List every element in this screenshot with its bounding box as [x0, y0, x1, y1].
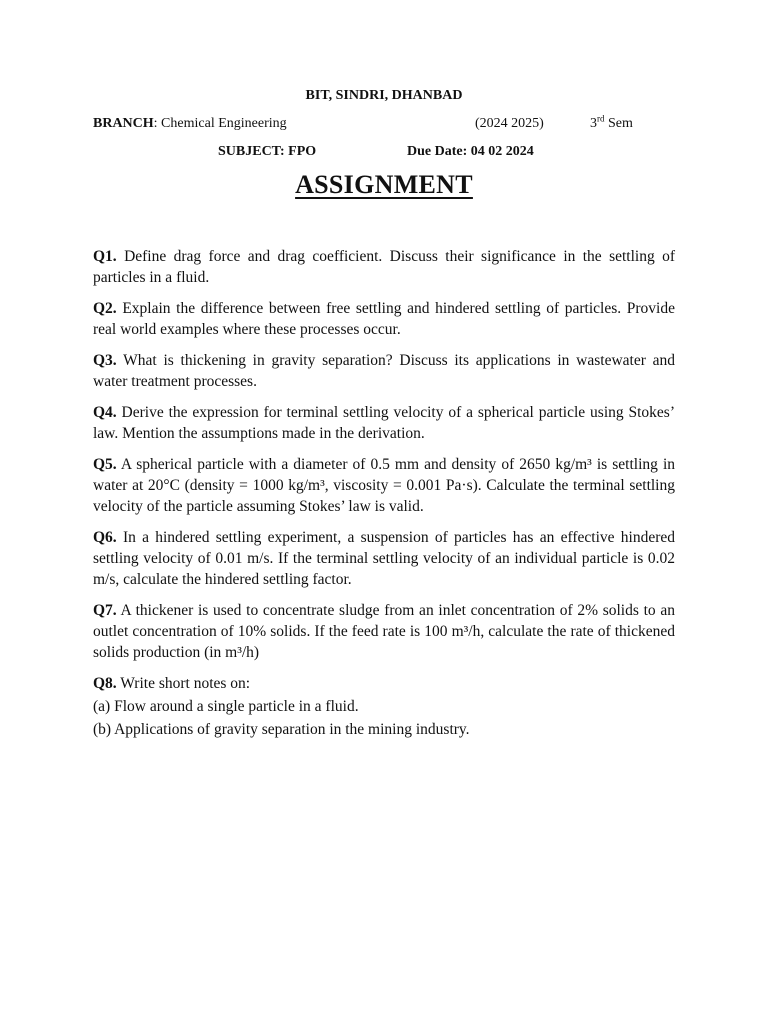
branch-info: [93, 116, 287, 132]
question-label: Q6.: [93, 529, 117, 546]
due-date: Due Date: 04 02 2024: [407, 144, 534, 159]
question-8-item-a: (a) Flow around a single particle in a fluid.: [93, 698, 359, 715]
question-8-item-b: (b) Applications of gravity separation in the mining industry.: [93, 721, 470, 738]
semester-suffix: rd: [597, 113, 605, 124]
question-label: Q4.: [93, 404, 117, 421]
question-text: Define drag force and drag coefficient. Discuss their significance in the settling of particles in a fluid.: [93, 248, 675, 286]
subject-row: [0, 144, 768, 164]
question-1: [93, 246, 675, 288]
question-4: [93, 402, 675, 444]
question-text: What is thickening in gravity separation? Discuss its applications in wastewater and water treatment processes.: [93, 352, 675, 390]
question-list: [93, 246, 675, 740]
question-text: Write short notes on:: [116, 675, 251, 692]
question-5: [93, 454, 675, 517]
question-label: Q3.: [93, 352, 117, 369]
academic-session: (2024 2025): [475, 116, 544, 131]
question-label: Q5.: [93, 456, 117, 473]
question-label: Q2.: [93, 300, 117, 317]
semester-number: 3: [590, 116, 597, 131]
branch-row: [93, 113, 653, 136]
question-8: [93, 673, 675, 694]
branch-value: : Chemical Engineering: [153, 116, 287, 131]
semester-label: Sem: [604, 116, 633, 131]
question-2: [93, 298, 675, 340]
question-text: A thickener is used to concentrate sludge from an inlet concentration of 2% solids to an outlet concentration of 10% solids. If the feed rate is 100 m³/h, calculate the rate of thickened solids production (in m³/h): [93, 602, 675, 661]
page-title: ASSIGNMENT: [295, 170, 473, 199]
subject: SUBJECT: FPO: [218, 144, 317, 159]
question-label: Q8.: [93, 675, 117, 692]
question-3: [93, 350, 675, 392]
institute-name: BIT, SINDRI, DHANBAD: [305, 88, 463, 103]
question-6: [93, 527, 675, 590]
question-label: Q7.: [93, 602, 117, 619]
question-text: A spherical particle with a diameter of 0.5 mm and density of 2650 kg/m³ is settling in water at 20°C (density = 1000 kg/m³, viscosity = 0.001 Pa·s). Calculate the terminal settling velocity of the particle assuming Stokes’ law is valid.: [93, 456, 675, 515]
semester: [590, 113, 633, 132]
question-text: In a hindered settling experiment, a suspension of particles has an effective hindered settling velocity of 0.01 m/s. If the terminal settling velocity of an individual particle is 0.02 m/s, calculate the hindered settling factor.: [93, 529, 675, 588]
question-text: Explain the difference between free settling and hindered settling of particles. Provide real world examples where these processes occur.: [93, 300, 675, 338]
question-label: Q1.: [93, 248, 117, 265]
question-7: [93, 600, 675, 663]
branch-label: BRANCH: [93, 116, 154, 131]
question-text: Derive the expression for terminal settling velocity of a spherical particle using Stokes’ law. Mention the assumptions made in the derivation.: [93, 404, 675, 442]
